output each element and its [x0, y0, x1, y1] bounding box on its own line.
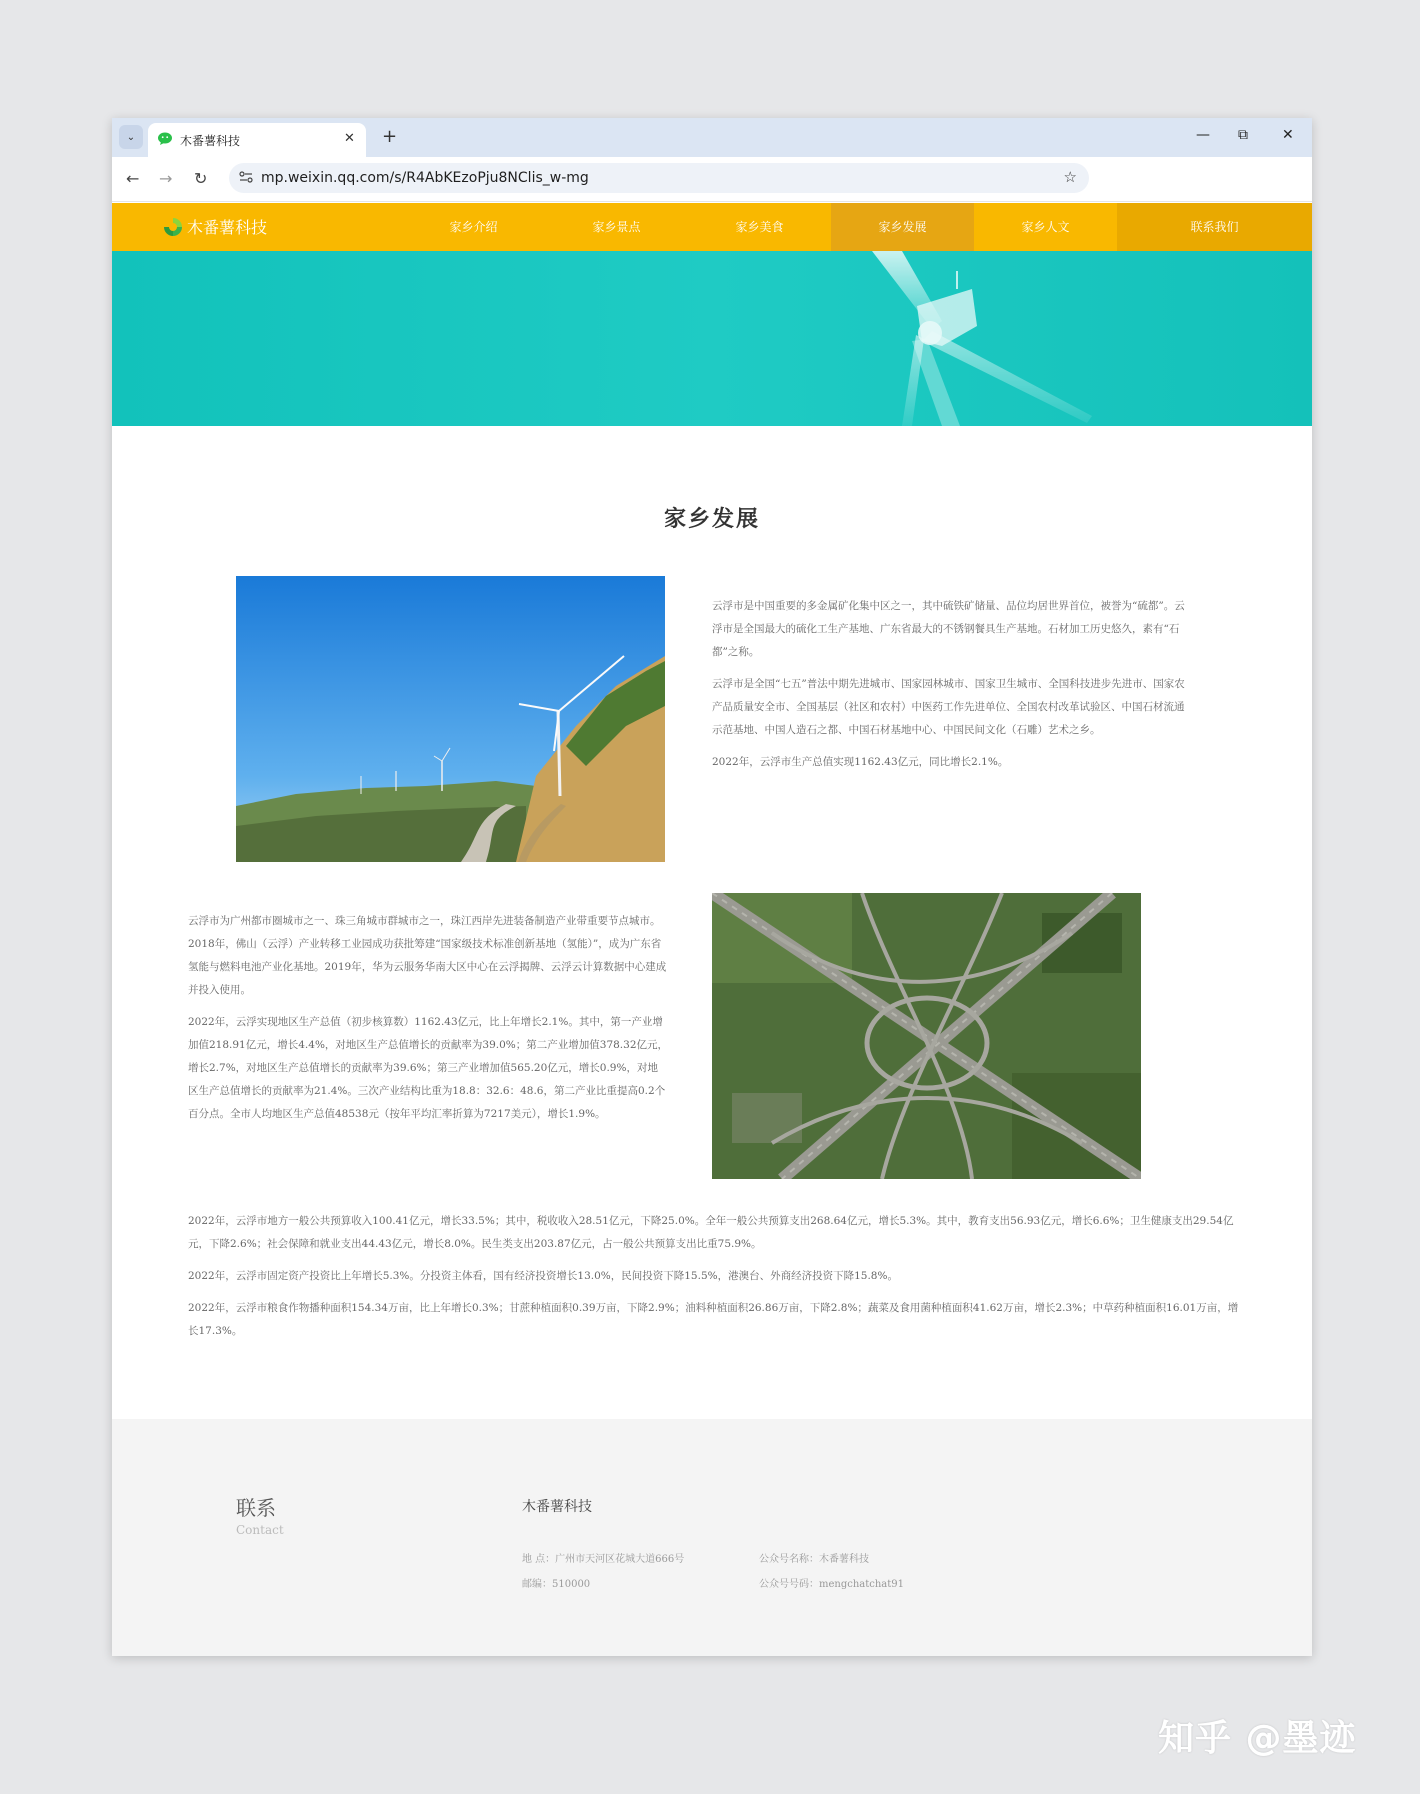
paragraph: 云浮市是全国“七五”普法中期先进城市、国家园林城市、国家卫生城市、全国科技进步先进市、国家农产品质量安全市、全国基层（社区和农村）中医药工作先进单位、全国农村改革试验区、中国石材流通示范基地、中国人造石之都、中国石材基地中心、中国民间文化（石雕）艺术之乡。: [712, 678, 1185, 736]
logo-text: 木番薯科技: [187, 218, 268, 237]
paragraph: 2022年，云浮市生产总值实现1162.43亿元，同比增长2.1%。: [712, 756, 1009, 768]
nav-hometown-intro[interactable]: 家乡介绍: [449, 220, 498, 234]
logo-swirl-icon: [162, 216, 184, 238]
footer-contact-subheading: Contact: [236, 1523, 284, 1537]
highway-interchange-photo: [712, 893, 1141, 1179]
restore-button[interactable]: ⧉: [1238, 127, 1248, 143]
back-arrow-icon[interactable]: ←: [126, 169, 140, 188]
paragraph: 云浮市是中国重要的多金属矿化集中区之一，其中硫铁矿储量、品位均居世界首位，被誉为“硫都”。云浮市是全国最大的硫化工生产基地、广东省最大的不锈钢餐具生产基地。石材加工历史悠久，素有“石都”之称。: [712, 600, 1185, 658]
nav-hometown-sights[interactable]: 家乡景点: [592, 220, 641, 234]
paragraph: 云浮市为广州都市圈城市之一、珠三角城市群城市之一，珠江西岸先进装备制造产业带重要节点城市。2018年，佛山（云浮）产业转移工业园成功获批筹建“国家级技术标准创新基地（氢能）”，成为广东省氢能与燃料电池产业化基地。2019年，华为云服务华南大区中心在云浮揭牌、云浮云计算数据中心建成并投入使用。: [188, 915, 667, 996]
minimize-button[interactable]: —: [1196, 127, 1210, 143]
chevron-down-icon: ⌄: [126, 131, 136, 143]
close-window-button[interactable]: ✕: [1282, 127, 1294, 143]
footer-address: 地 点：广州市天河区花城大道666号: [522, 1554, 685, 1565]
site-logo[interactable]: [162, 215, 267, 238]
bookmark-star-icon[interactable]: ☆: [1063, 168, 1077, 186]
tab-search-button[interactable]: [119, 125, 143, 149]
tab-close-icon[interactable]: ✕: [344, 131, 355, 146]
tab-title: 木番薯科技: [180, 134, 241, 148]
development-text-block-1: [712, 595, 1192, 783]
nav-hometown-development[interactable]: 家乡发展: [831, 203, 974, 251]
site-footer: [112, 1419, 1312, 1656]
nav-contact-us[interactable]: 联系我们: [1117, 203, 1312, 251]
paragraph: 2022年，云浮市粮食作物播种面积154.34万亩，比上年增长0.3%；甘蔗种植面积0.39万亩，下降2.9%；油料种植面积26.86万亩，下降2.8%；蔬菜及食用菌种植面积41.62万亩，增长2.3%；中草药种植面积16.01万亩，增长17.3%。: [188, 1302, 1239, 1337]
wind-farm-photo: [236, 576, 665, 862]
nav-hometown-culture[interactable]: 家乡人文: [1021, 220, 1070, 234]
url-text: mp.weixin.qq.com/s/R4AbKEzoPju8NClis_w-mg: [261, 170, 589, 186]
zhihu-watermark: 知乎 @墨迹: [1158, 1718, 1357, 1759]
wechat-icon: [158, 132, 174, 146]
site-navbar: [112, 203, 1312, 251]
footer-account-name: 公众号名称：木番薯科技: [759, 1554, 869, 1565]
paragraph: 2022年，云浮市固定资产投资比上年增长5.3%。分投资主体看，国有经济投资增长13.0%，民间投资下降15.5%，港澳台、外商经济投资下降15.8%。: [188, 1270, 898, 1282]
page-title: 家乡发展: [663, 506, 760, 532]
browser-toolbar: [112, 157, 1312, 202]
footer-company-name: 木番薯科技: [522, 1499, 592, 1515]
reload-icon[interactable]: ↻: [194, 169, 208, 188]
forward-arrow-icon[interactable]: →: [159, 169, 173, 188]
footer-account-id: 公众号号码：mengchatchat91: [759, 1579, 905, 1590]
paragraph: 2022年，云浮实现地区生产总值（初步核算数）1162.43亿元，比上年增长2.1%。其中，第一产业增加值218.91亿元，增长4.4%，对地区生产总值增长的贡献率为39.0%；第二产业增加值378.32亿元，增长2.7%，对地区生产总值增长的贡献率为39.6%；第三产业增加值565.20亿元，增长0.9%，对地区生产总值增长的贡献率为21.4%。三次产业结构比重为18.8：32.6：48.6，第二产业比重提高0.2个百分点。全市人均地区生产总值48538元（按年平均汇率折算为7217美元），增长1.9%。: [188, 1016, 669, 1120]
footer-contact-heading: 联系: [236, 1496, 276, 1520]
tab-strip: [112, 118, 1312, 157]
paragraph: 2022年，云浮市地方一般公共预算收入100.41亿元，增长33.5%；其中，税收收入28.51亿元，下降25.0%。全年一般公共预算支出268.64亿元，增长5.3%。其中，教育支出56.93亿元，增长6.6%；卫生健康支出29.54亿元，下降2.6%；社会保障和就业支出44.43亿元，增长8.0%。民生类支出203.87亿元，占一般公共预算支出比重75.9%。: [188, 1215, 1234, 1250]
active-tab[interactable]: [148, 123, 366, 157]
hero-banner: [112, 251, 1312, 426]
development-text-block-2: [188, 910, 668, 1135]
site-settings-icon[interactable]: [239, 170, 253, 184]
address-bar[interactable]: [229, 163, 1089, 193]
footer-postcode: 邮编：510000: [522, 1579, 591, 1590]
new-tab-button[interactable]: +: [382, 126, 398, 147]
browser-window: [112, 118, 1312, 1656]
nav-hometown-food[interactable]: 家乡美食: [735, 220, 784, 234]
development-text-block-3: [188, 1210, 1248, 1352]
wind-turbine-illustration: [112, 251, 1312, 426]
